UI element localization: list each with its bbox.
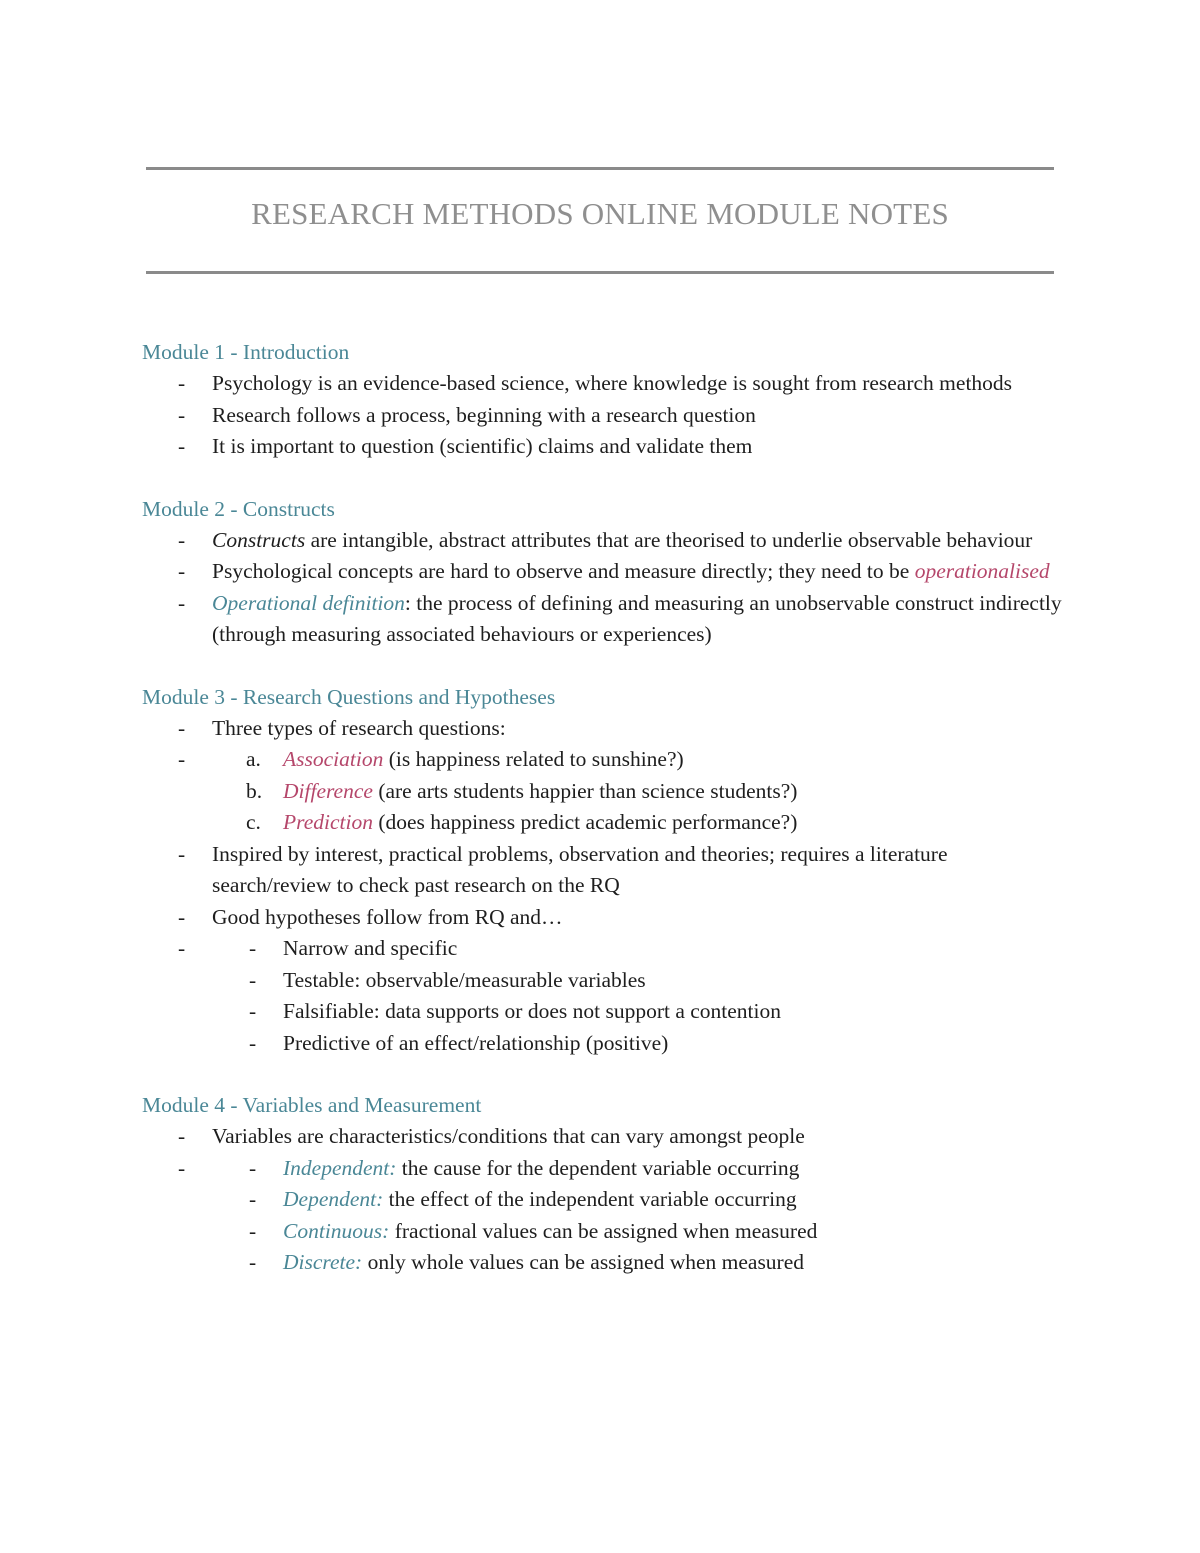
hypotheses-container bbox=[142, 933, 1072, 1059]
list-item-text: the effect of the independent variable occurring bbox=[383, 1187, 797, 1211]
list-item bbox=[142, 807, 1072, 839]
document-title: RESEARCH METHODS ONLINE MODULE NOTES bbox=[251, 196, 949, 231]
variables-list bbox=[212, 1153, 1072, 1279]
list-item bbox=[142, 1247, 1072, 1279]
list-item-text: the cause for the dependent variable occurring bbox=[396, 1155, 800, 1180]
list-marker: b. bbox=[246, 778, 263, 803]
module-3-heading: Module 3 - Research Questions and Hypotheses bbox=[142, 684, 556, 709]
list-item: - Testable: observable/measurable variables bbox=[142, 965, 1072, 997]
list-item: - Psychology is an evidence-based science, where knowledge is sought from research methods bbox=[142, 368, 1072, 400]
term-prediction: Prediction bbox=[283, 810, 373, 834]
notes-content bbox=[142, 336, 1072, 1279]
list-marker: - a. bbox=[246, 747, 261, 771]
module-4-section bbox=[142, 1089, 1072, 1279]
list-item: - Predictive of an effect/relationship (positive) bbox=[142, 1028, 1072, 1060]
variables-container bbox=[142, 1153, 1072, 1279]
module-1-heading: Module 1 - Introduction bbox=[142, 340, 350, 364]
list-item: - Falsifiable: data supports or does not support a contention bbox=[142, 996, 1072, 1028]
term-operational-definition: Operational definition bbox=[212, 590, 405, 615]
term-independent: Independent: bbox=[283, 1155, 397, 1180]
term-difference: Difference bbox=[283, 778, 373, 803]
list-item-text: only whole values can be assigned when measured bbox=[362, 1250, 805, 1274]
list-item bbox=[142, 1216, 1072, 1248]
term-dependent: Dependent: bbox=[283, 1187, 384, 1211]
list-item bbox=[142, 744, 1072, 776]
list-item-text: are intangible, abstract attributes that are theorised to underlie observable behaviour bbox=[305, 527, 1033, 552]
question-types-container bbox=[142, 744, 1072, 839]
module-3-list bbox=[142, 713, 1072, 1060]
list-item: - Good hypotheses follow from RQ and… bbox=[142, 902, 1072, 934]
list-item-text: (is happiness related to sunshine?) bbox=[383, 747, 684, 771]
list-item: - It is important to question (scientific) claims and validate them bbox=[142, 431, 1072, 463]
term-continuous: Continuous: bbox=[283, 1218, 390, 1243]
list-item-text: fractional values can be assigned when measured bbox=[389, 1218, 818, 1243]
term-discrete: Discrete: bbox=[283, 1250, 363, 1274]
module-3-section bbox=[142, 681, 1072, 1060]
module-2-list bbox=[142, 525, 1072, 651]
title-bottom-rule bbox=[146, 271, 1054, 274]
module-2-section bbox=[142, 493, 1072, 651]
module-1-list bbox=[142, 368, 1072, 463]
list-item: - Variables are characteristics/conditions that can vary amongst people bbox=[142, 1121, 1072, 1153]
term-association: Association bbox=[283, 747, 384, 771]
list-item bbox=[142, 1153, 1072, 1185]
module-2-heading: Module 2 - Constructs bbox=[142, 496, 335, 521]
list-item-text: (are arts students happier than science students?) bbox=[372, 778, 798, 803]
list-item bbox=[142, 525, 1072, 557]
list-item: - Three types of research questions: bbox=[142, 713, 1072, 745]
list-item bbox=[142, 588, 1072, 651]
module-4-heading: Module 4 - Variables and Measurement bbox=[142, 1093, 482, 1117]
term-operationalised: operationalised bbox=[914, 559, 1050, 583]
module-4-list bbox=[142, 1121, 1072, 1279]
list-item bbox=[142, 776, 1072, 808]
list-item-text: (does happiness predict academic performance?) bbox=[372, 810, 798, 834]
list-marker: c. bbox=[246, 810, 261, 834]
list-item-text: Psychological concepts are hard to observe and measure directly; they need to be bbox=[212, 559, 915, 583]
term-constructs: Constructs bbox=[212, 527, 306, 552]
list-item: - Inspired by interest, practical problems, observation and theories; requires a literature search/review to check past research on the RQ bbox=[142, 839, 1072, 902]
list-item-text: : the process of defining and measuring an unobservable construct indirectly (through measuring associated behaviours or experiences) bbox=[212, 590, 1062, 646]
title-top-rule bbox=[146, 167, 1054, 170]
list-item bbox=[142, 1184, 1072, 1216]
question-types-list bbox=[212, 744, 1072, 839]
list-item: - - Narrow and specific bbox=[142, 933, 1072, 965]
module-1-section bbox=[142, 336, 1072, 463]
list-item: - Research follows a process, beginning with a research question bbox=[142, 400, 1072, 432]
hypotheses-list bbox=[212, 933, 1072, 1059]
list-item bbox=[142, 556, 1072, 588]
